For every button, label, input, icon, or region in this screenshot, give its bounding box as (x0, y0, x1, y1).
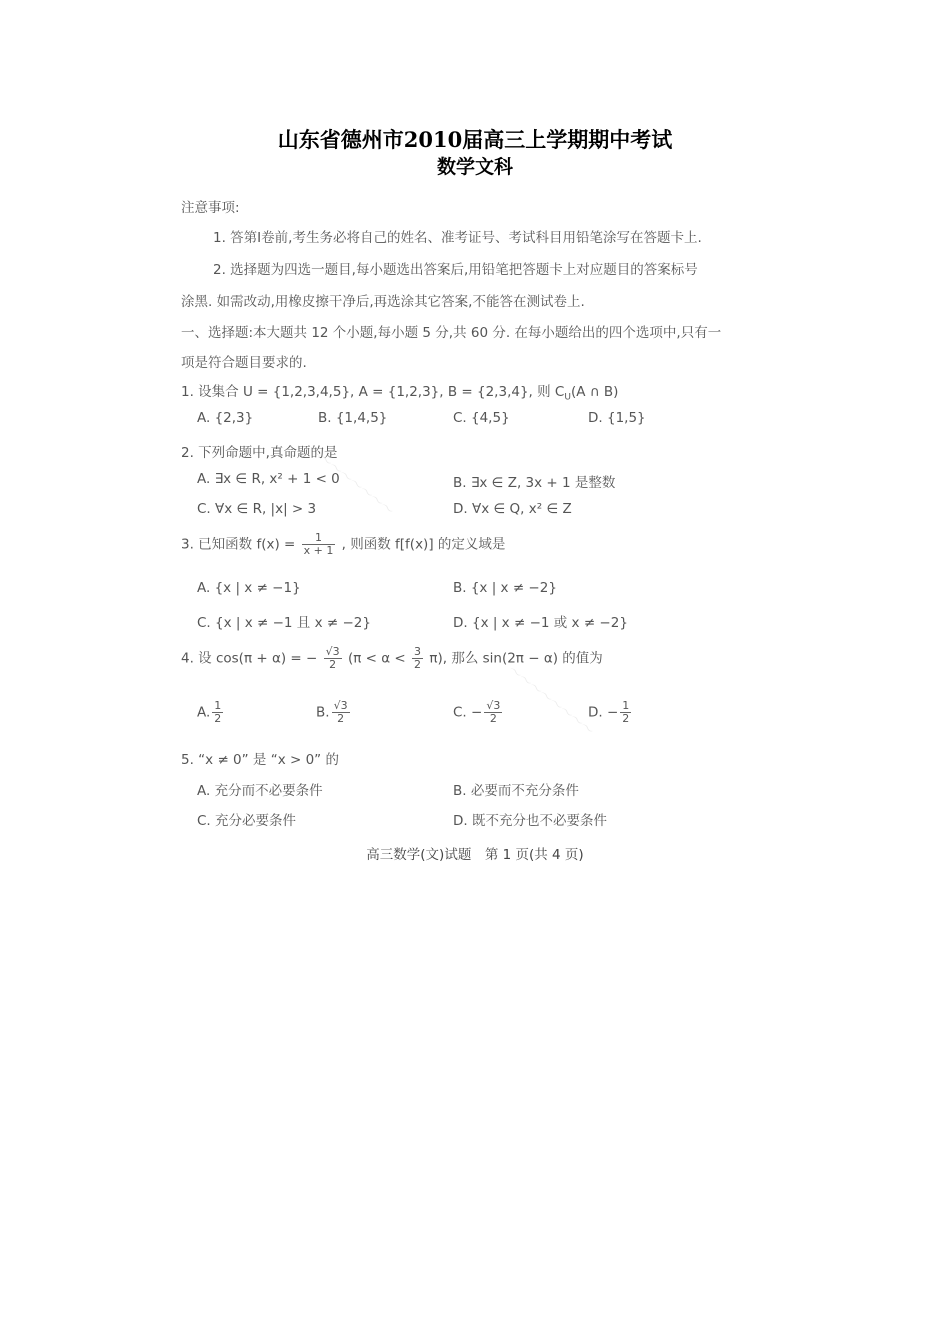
question-5-stem: 5. “x ≠ 0” 是 “x > 0” 的 (181, 752, 339, 768)
page-title: 山东省德州市2010届高三上学期期中考试 (277, 127, 673, 152)
q5-option-a: A. 充分而不必要条件 (197, 783, 323, 799)
q5-option-b: B. 必要而不充分条件 (453, 783, 579, 799)
q1-option-b: B. {1,4,5} (318, 410, 388, 426)
question-2-stem: 2. 下列命题中,真命题的是 (181, 445, 338, 461)
q4-option-c: C. − $\frac{√3}{2}$ (453, 699, 501, 725)
section-instructions-cont: 项是符合题目要求的. (181, 355, 307, 371)
q3-option-b: B. {x | x ≠ −2} (453, 580, 557, 596)
q3-option-a: A. {x | x ≠ −1} (197, 580, 301, 596)
fraction: $\frac{√3}{2}$ (333, 699, 348, 725)
notice-item-2: 2. 选择题为四选一题目,每小题选出答案后,用铅笔把答题卡上对应题目的答案标号 (213, 262, 698, 278)
q4-option-b: B. $\frac{√3}{2}$ (316, 699, 348, 725)
question-1-stem: 1. 设集合 U = {1,2,3,4,5}, A = {1,2,3}, B = {2,3,4}, 则 $C_U(A$ ∩ B) (181, 384, 619, 403)
q2-option-b: B. ∃x ∈ Z, 3x + 1 是整数 (453, 475, 616, 491)
notice-heading: 注意事项: (181, 200, 240, 216)
question-4-stem: 4. 设 cos(π + α) = − $\frac{√3}{2}$ (π < α < $\frac{3}{2}$ π), 那么 sin(2π − α) 的值为 (181, 645, 603, 671)
q5-option-d: D. 既不充分也不必要条件 (453, 813, 607, 829)
page-subtitle: 数学文科 (436, 156, 513, 178)
fraction: $\frac{1}{2}$ (214, 699, 222, 725)
q5-option-c: C. 充分必要条件 (197, 813, 297, 829)
notice-item-1: 1. 答第Ⅰ卷前,考生务必将自己的姓名、准考证号、考试科目用铅笔涂写在答题卡上. (213, 230, 702, 246)
question-3-stem: 3. 已知函数 f(x) = $\frac{1}{x + 1}$ , 则函数 f[f(x)] 的定义域是 (181, 531, 506, 557)
fraction: $\frac{1}{x + 1}$ (303, 531, 334, 557)
q1-option-c: C. {4,5} (453, 410, 510, 426)
page-footer: 高三数学(文)试题 第 1 页(共 4 页) (366, 847, 584, 863)
q3-option-d: D. {x | x ≠ −1 或 x ≠ −2} (453, 615, 628, 631)
fraction: $\frac{3}{2}$ (414, 645, 422, 671)
q2-option-d: D. ∀x ∈ Q, x² ∈ Z (453, 501, 572, 517)
q4-option-a: A. $\frac{1}{2}$ (197, 699, 222, 725)
notice-item-2-cont: 涂黑. 如需改动,用橡皮擦干净后,再选涂其它答案,不能答在测试卷上. (181, 294, 585, 310)
fraction: $\frac{√3}{2}$ (486, 699, 501, 725)
q2-option-c: C. ∀x ∈ R, |x| > 3 (197, 501, 317, 517)
fraction: $\frac{1}{2}$ (622, 699, 630, 725)
section-instructions: 一、选择题:本大题共 12 个小题,每小题 5 分,共 60 分. 在每小题给出的四个选项中,只有一 (181, 325, 722, 341)
q3-option-c: C. {x | x ≠ −1 且 x ≠ −2} (197, 615, 371, 631)
q2-option-a: A. ∃x ∈ R, x² + 1 < 0 (197, 471, 340, 487)
scan-watermark: ～～～～～～～～ (305, 443, 397, 520)
q4-option-d: D. − $\frac{1}{2}$ (588, 699, 630, 725)
q1-option-d: D. {1,5} (588, 410, 646, 426)
scan-watermark: ～～～～～～～～ (505, 663, 597, 740)
fraction: $\frac{√3}{2}$ (325, 645, 340, 671)
q1-option-a: A. {2,3} (197, 410, 254, 426)
